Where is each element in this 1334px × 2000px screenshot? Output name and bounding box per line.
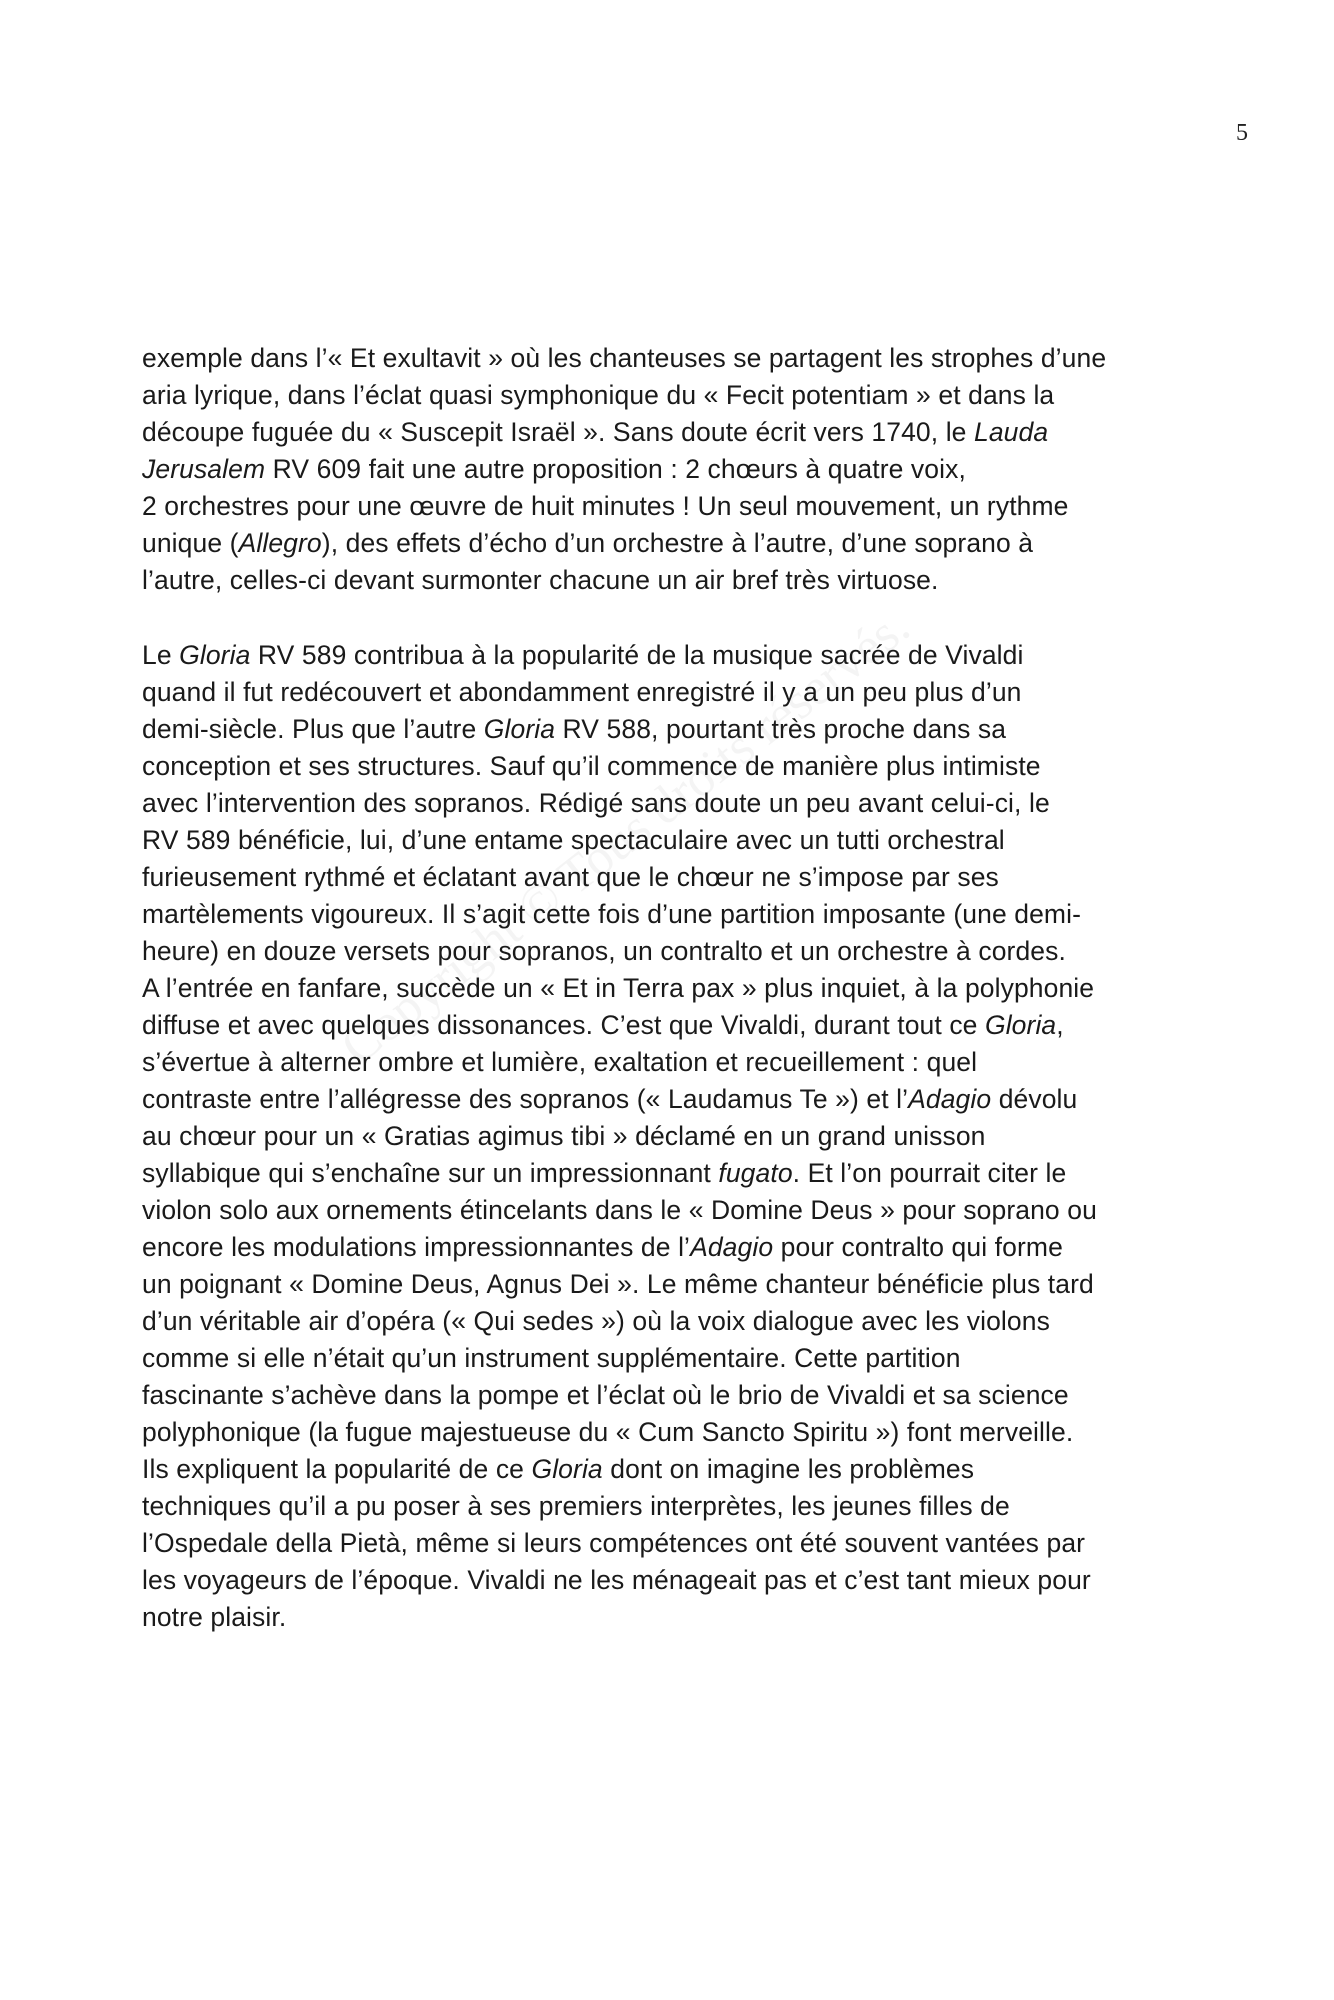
text-segment: heure) en douze versets pour sopranos, un contralto et un orchestre à cordes. — [142, 936, 1066, 966]
text-line — [142, 1192, 1202, 1229]
text-segment: s’évertue à alterner ombre et lumière, exaltation et recueillement : quel — [142, 1047, 978, 1077]
text-segment: demi-siècle. Plus que l’autre — [142, 714, 484, 744]
text-segment: RV 609 fait une autre proposition : 2 chœurs à quatre voix, — [265, 454, 966, 484]
text-line — [142, 748, 1202, 785]
text-line — [142, 488, 1202, 525]
paragraph-text — [142, 340, 1202, 599]
text-segment: techniques qu’il a pu poser à ses premiers interprètes, les jeunes filles de — [142, 1491, 1010, 1521]
italic-title: Adagio — [690, 1232, 774, 1262]
text-line — [142, 1118, 1202, 1155]
paragraph-2 — [142, 637, 1202, 1636]
text-segment: polyphonique (la fugue majestueuse du « Cum Sancto Spiritu ») font merveille. — [142, 1417, 1074, 1447]
italic-title: Gloria — [179, 640, 251, 670]
text-segment: syllabique qui s’enchaîne sur un impressionnant — [142, 1158, 719, 1188]
text-line — [142, 1451, 1202, 1488]
text-segment: dont on imagine les problèmes — [602, 1454, 975, 1484]
italic-title: Gloria — [984, 1010, 1057, 1040]
text-line — [142, 637, 1202, 674]
text-segment: l’autre, celles-ci devant surmonter chacune un air bref très virtuose. — [142, 565, 939, 595]
text-line — [142, 785, 1202, 822]
text-segment: l’Ospedale della Pietà, même si leurs compétences ont été souvent vantées par — [142, 1528, 1086, 1558]
text-segment: notre plaisir. — [142, 1602, 287, 1632]
text-line — [142, 451, 1202, 488]
text-segment: ), des effets d’écho d’un orchestre à l’autre, d’une soprano à — [321, 528, 1034, 558]
text-segment: pour contralto qui forme — [773, 1232, 1063, 1262]
text-line — [142, 674, 1202, 711]
text-line — [142, 822, 1202, 859]
text-segment: RV 589 contribua à la popularité de la musique sacrée de Vivaldi — [250, 640, 1024, 670]
text-line — [142, 340, 1202, 377]
text-segment: les voyageurs de l’époque. Vivaldi ne les ménageait pas et c’est tant mieux pour — [142, 1565, 1091, 1595]
italic-title: Allegro — [238, 528, 322, 558]
text-segment: , — [1056, 1010, 1064, 1040]
text-segment: 2 orchestres pour une œuvre de huit minutes ! Un seul mouvement, un rythme — [142, 491, 1069, 521]
text-segment: conception et ses structures. Sauf qu’il commence de manière plus intimiste — [142, 751, 1041, 781]
text-line — [142, 1525, 1202, 1562]
text-segment: d’un véritable air d’opéra (« Qui sedes ») où la voix dialogue avec les violons — [142, 1306, 1050, 1336]
text-segment: . Et l’on pourrait citer le — [792, 1158, 1067, 1188]
italic-title: fugato — [718, 1158, 793, 1188]
text-line — [142, 525, 1202, 562]
text-segment: avec l’intervention des sopranos. Rédigé sans doute un peu avant celui-ci, le — [142, 788, 1050, 818]
text-segment: encore les modulations impressionnantes de l’ — [142, 1232, 691, 1262]
text-line — [142, 1229, 1202, 1266]
italic-title: Gloria — [483, 714, 556, 744]
text-segment: A l’entrée en fanfare, succède un « Et in Terra pax » plus inquiet, à la polyphonie — [142, 973, 1095, 1003]
text-line — [142, 896, 1202, 933]
text-line — [142, 1081, 1202, 1118]
text-line — [142, 377, 1202, 414]
text-line — [142, 1340, 1202, 1377]
text-segment: quand il fut redécouvert et abondamment enregistré il y a un peu plus d’un — [142, 677, 1022, 707]
paragraph-1 — [142, 340, 1202, 599]
text-line — [142, 1266, 1202, 1303]
italic-title: Gloria — [531, 1454, 603, 1484]
text-segment: furieusement rythmé et éclatant avant que le chœur ne s’impose par ses — [142, 862, 999, 892]
italic-title: Lauda — [973, 417, 1049, 447]
text-line — [142, 1377, 1202, 1414]
page-number: 5 — [1236, 120, 1248, 146]
text-segment: comme si elle n’était qu’un instrument supplémentaire. Cette partition — [142, 1343, 961, 1373]
text-segment: un poignant « Domine Deus, Agnus Dei ». Le même chanteur bénéficie plus tard — [142, 1269, 1094, 1299]
text-line — [142, 1562, 1202, 1599]
text-line — [142, 711, 1202, 748]
text-line — [142, 1007, 1202, 1044]
text-segment: martèlements vigoureux. Il s’agit cette fois d’une partition imposante (une demi- — [142, 899, 1082, 929]
paragraph-text — [142, 637, 1202, 1636]
text-line — [142, 1155, 1202, 1192]
text-segment: unique ( — [142, 528, 239, 558]
text-line — [142, 970, 1202, 1007]
text-segment: violon solo aux ornements étincelants dans le « Domine Deus » pour soprano ou — [142, 1195, 1097, 1225]
text-line — [142, 1044, 1202, 1081]
text-line — [142, 1599, 1202, 1636]
italic-title: Jerusalem — [142, 454, 266, 484]
text-line — [142, 859, 1202, 896]
text-segment: Ils expliquent la popularité de ce — [142, 1454, 532, 1484]
text-segment: exemple dans l’« Et exultavit » où les chanteuses se partagent les strophes d’une — [142, 343, 1107, 373]
text-line — [142, 933, 1202, 970]
italic-title: Adagio — [908, 1084, 992, 1114]
text-segment: diffuse et avec quelques dissonances. C’est que Vivaldi, durant tout ce — [142, 1010, 985, 1040]
text-segment: découpe fuguée du « Suscepit Israël ». Sans doute écrit vers 1740, le — [142, 417, 974, 447]
text-line — [142, 1488, 1202, 1525]
text-line — [142, 414, 1202, 451]
text-line — [142, 562, 1202, 599]
text-segment: RV 588, pourtant très proche dans sa — [555, 714, 1007, 744]
text-segment: fascinante s’achève dans la pompe et l’éclat où le brio de Vivaldi et sa science — [142, 1380, 1069, 1410]
text-line — [142, 1414, 1202, 1451]
text-segment: aria lyrique, dans l’éclat quasi symphonique du « Fecit potentiam » et dans la — [142, 380, 1055, 410]
text-segment: Le — [142, 640, 180, 670]
text-segment: au chœur pour un « Gratias agimus tibi » déclamé en un grand unisson — [142, 1121, 986, 1151]
text-segment: contraste entre l’allégresse des sopranos (« Laudamus Te ») et l’ — [142, 1084, 909, 1114]
text-line — [142, 1303, 1202, 1340]
text-segment: RV 589 bénéficie, lui, d’une entame spectaculaire avec un tutti orchestral — [142, 825, 1005, 855]
text-segment: dévolu — [991, 1084, 1078, 1114]
